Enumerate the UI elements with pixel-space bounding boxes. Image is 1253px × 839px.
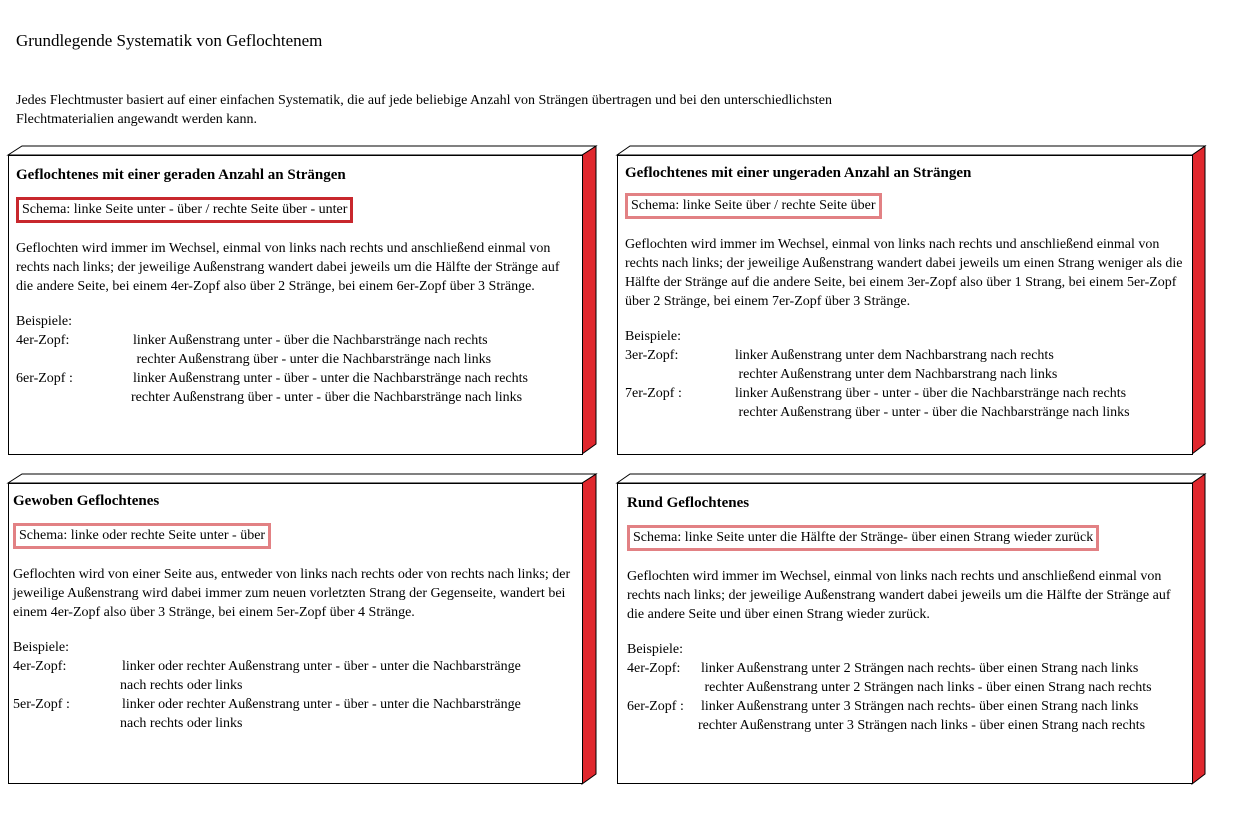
examples-label: Beispiele: bbox=[13, 640, 69, 655]
example-line: linker oder rechter Außenstrang unter - über - unter die Nachbarstränge bbox=[122, 659, 521, 674]
card-description: Geflochten wird immer im Wechsel, einmal von links nach rechts und anschließend einmal von rechts nach links; der jeweilige Außenstrang wandert dabei jeweils um die Hälfte der Stränge auf die andere Seite und über einen Strang wieder zurück. bbox=[627, 569, 1171, 622]
card-description: Geflochten wird immer im Wechsel, einmal von links nach rechts und anschließend einmal von rechts nach links; der jeweilige Außenstrang wandert dabei jeweils um die Hälfte der Stränge auf die andere Seite, bei einem 4er-Zopf also über 2 Stränge, bei einem 6er-Zopf über 3 Stränge. bbox=[16, 241, 560, 294]
schema-box: Schema: linke Seite über / rechte Seite über bbox=[625, 193, 882, 219]
example-key: 5er-Zopf : bbox=[13, 697, 70, 712]
example-key: 7er-Zopf : bbox=[625, 386, 682, 401]
example-line: nach rechts oder links bbox=[120, 716, 243, 731]
card-heading: Rund Geflochtenes bbox=[627, 495, 750, 511]
example-row bbox=[625, 384, 1185, 422]
examples-section bbox=[16, 312, 576, 407]
example-key: 4er-Zopf: bbox=[627, 661, 681, 676]
examples-label: Beispiele: bbox=[627, 642, 683, 657]
card-description: Geflochten wird immer im Wechsel, einmal von links nach rechts und anschließend einmal von rechts nach links; der jeweilige Außenstrang wandert dabei jeweils um einen Strang weniger als die Hälfte der Stränge auf die andere Seite, bei einem 3er-Zopf also über 1 Strang, bei einem 5er-Zopf über 2 Stränge, bei einem 7er-Zopf über 3 Stränge. bbox=[625, 237, 1183, 309]
schema-box: Schema: linke Seite unter die Hälfte der Stränge- über einen Strang wieder zurück bbox=[627, 525, 1099, 551]
example-key: 6er-Zopf : bbox=[627, 699, 684, 714]
example-line: linker oder rechter Außenstrang unter - über - unter die Nachbarstränge bbox=[122, 697, 521, 712]
example-row bbox=[13, 695, 573, 733]
examples-section bbox=[13, 638, 573, 733]
example-line: linker Außenstrang unter dem Nachbarstrang nach rechts bbox=[735, 348, 1054, 363]
example-line: linker Außenstrang unter - über - unter die Nachbarstränge nach rechts bbox=[133, 371, 528, 386]
example-row bbox=[625, 346, 1185, 384]
example-line: rechter Außenstrang über - unter - über die Nachbarstränge nach links bbox=[131, 390, 523, 405]
card-heading: Geflochtenes mit einer geraden Anzahl an Strängen bbox=[16, 167, 346, 183]
example-line: rechter Außenstrang unter 2 Strängen nach links - über einen Strang nach rechts bbox=[701, 680, 1152, 695]
card-heading: Geflochtenes mit einer ungeraden Anzahl an Strängen bbox=[625, 165, 972, 181]
example-line: rechter Außenstrang unter 3 Strängen nach links - über einen Strang nach rechts bbox=[698, 718, 1146, 733]
example-line: nach rechts oder links bbox=[120, 678, 243, 693]
example-line: rechter Außenstrang über - unter - über die Nachbarstränge nach links bbox=[735, 405, 1130, 420]
example-key: 4er-Zopf: bbox=[16, 333, 70, 348]
example-key: 3er-Zopf: bbox=[625, 348, 679, 363]
examples-section bbox=[627, 640, 1187, 735]
card-description: Geflochten wird von einer Seite aus, entweder von links nach rechts oder von rechts nach links; der jeweilige Außenstrang wird dabei immer zum neuen vorletzten Strang der Gegenseite, wandert bei einem 4er-Zopf also über 3 Stränge, bei einem 5er-Zopf über 4 Stränge. bbox=[13, 567, 571, 620]
example-key: 6er-Zopf : bbox=[16, 371, 73, 386]
example-row bbox=[13, 657, 573, 695]
schema-box: Schema: linke oder rechte Seite unter - über bbox=[13, 523, 271, 549]
card-heading: Gewoben Geflochtenes bbox=[13, 493, 160, 509]
intro-text: Jedes Flechtmuster basiert auf einer einfachen Systematik, die auf jede beliebige Anzahl von Strängen übertragen und bei den unterschiedlichsten Flechtmaterialien angewandt werden kann. bbox=[16, 93, 832, 127]
example-line: rechter Außenstrang unter dem Nachbarstrang nach links bbox=[735, 367, 1058, 382]
examples-section bbox=[625, 327, 1185, 422]
examples-label: Beispiele: bbox=[625, 329, 681, 344]
example-line: linker Außenstrang unter - über die Nachbarstränge nach rechts bbox=[133, 333, 488, 348]
examples-label: Beispiele: bbox=[16, 314, 72, 329]
example-line: linker Außenstrang unter 2 Strängen nach rechts- über einen Strang nach links bbox=[701, 661, 1139, 676]
example-row bbox=[16, 369, 576, 407]
example-row bbox=[627, 659, 1187, 697]
schema-box: Schema: linke Seite unter - über / rechte Seite über - unter bbox=[16, 197, 353, 223]
example-row bbox=[16, 331, 576, 369]
example-line: linker Außenstrang unter 3 Strängen nach rechts- über einen Strang nach links bbox=[701, 699, 1139, 714]
example-line: linker Außenstrang über - unter - über die Nachbarstränge nach rechts bbox=[735, 386, 1127, 401]
example-key: 4er-Zopf: bbox=[13, 659, 67, 674]
example-row bbox=[627, 697, 1187, 735]
page-title: Grundlegende Systematik von Geflochtenem bbox=[16, 31, 323, 50]
example-line: rechter Außenstrang über - unter die Nachbarstränge nach links bbox=[133, 352, 492, 367]
